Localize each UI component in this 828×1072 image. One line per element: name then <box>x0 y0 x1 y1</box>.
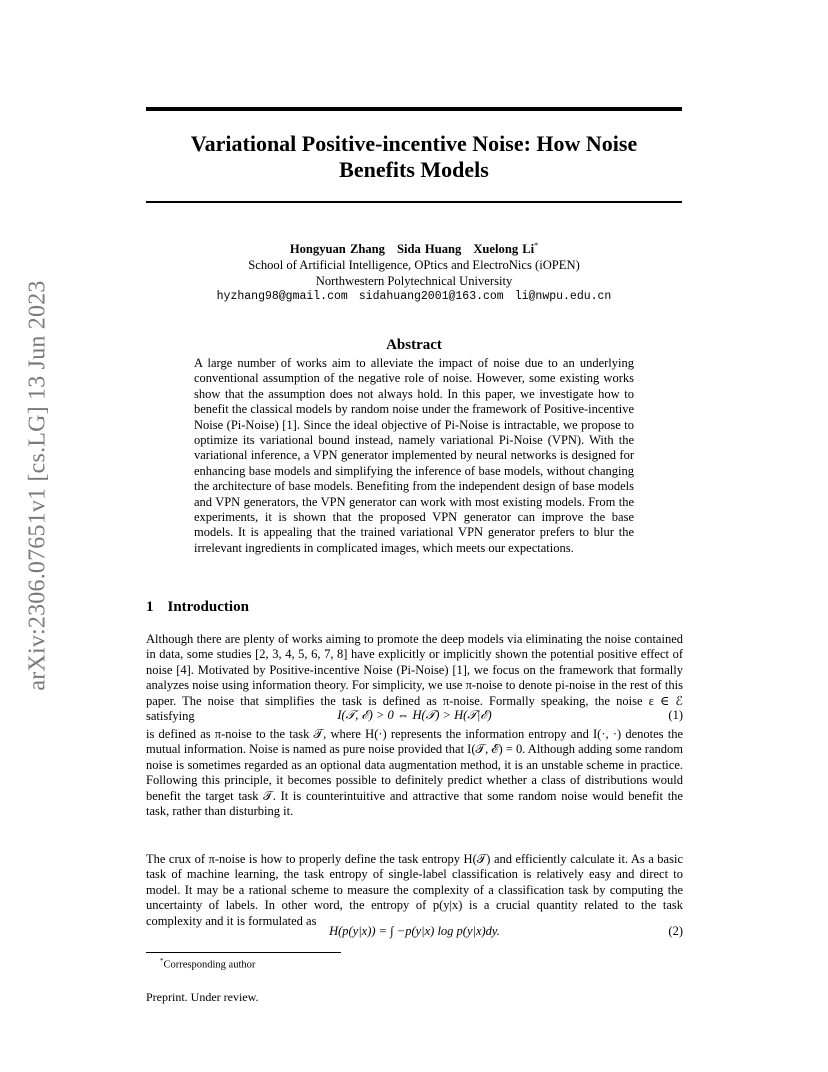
equation-2-number: (2) <box>668 924 683 938</box>
email-1[interactable]: hyzhang98@gmail.com <box>216 290 348 304</box>
email-2[interactable]: sidahuang2001@163.com <box>358 290 504 304</box>
title-rule-bottom <box>146 201 682 203</box>
intro-paragraph-2: is defined as π-noise to the task 𝒯, where H(·) represents the information entropy and I(·, ·) denotes the mutual information. Noise is named as pure noise provided that I(𝒯, ℰ) = 0. Although adding some random noise is sometimes regarded as an optional data augmentation method, it is an unstable scheme in practice. Following this principle, it becomes possible to definitely predict whether a class of distributions would benefit the target task 𝒯. It is counterintuitive and attractive that some random noise would benefit the task, rather than disturbing it. <box>146 727 683 819</box>
paper-title <box>146 131 682 183</box>
author-1: Hongyuan Zhang <box>289 242 385 257</box>
author-block <box>146 238 682 305</box>
affiliation-1: School of Artificial Intelligence, OPtics and ElectroNics (iOPEN) <box>248 258 580 273</box>
arxiv-watermark <box>20 279 56 691</box>
section-title: Introduction <box>167 599 249 615</box>
footnote-rule <box>146 952 341 953</box>
footnote <box>160 957 255 971</box>
footnote-text: Corresponding author <box>163 959 256 971</box>
intro-paragraph-1: Although there are plenty of works aiming to promote the deep models via eliminating the noise contained in data, some studies [2, 3, 4, 5, 6, 7, 8] have explicitly or implicitly shown the potential positive effect of noise [4]. Motivated by Positive-incentive Noise (Pi-Noise) [1], we focus on the framework that formally analyzes noise using information theory. For simplicity, we use π-noise to denote pi-noise in the rest of this paper. The noise that simplifies the task is defined as π-noise. Formally speaking, the noise ε ∈ ℰ satisfying <box>146 632 683 724</box>
footnote-mark: * <box>160 957 164 965</box>
preprint-footer: Preprint. Under review. <box>146 990 259 1004</box>
title-line-1: Variational Positive-incentive Noise: How Noise <box>190 131 638 156</box>
section-heading <box>146 599 249 616</box>
section-number: 1 <box>146 599 154 615</box>
equation-1-number: (1) <box>668 708 683 722</box>
author-2: Sida Huang <box>396 242 462 257</box>
title-rule-top <box>146 107 682 111</box>
affiliation-2: Northwestern Polytechnical University <box>315 274 513 289</box>
email-3[interactable]: li@nwpu.edu.cn <box>514 290 612 304</box>
corresponding-mark: * <box>534 241 539 250</box>
abstract-heading: Abstract <box>386 337 442 353</box>
abstract-text: A large number of works aim to alleviate the impact of noise due to an underlying conventional assumption of the negative role of noise. However, some existing works show that the assumption does not always hold. In this paper, we investigate how to benefit the classical models by random noise under the framework of Positive-incentive Noise (Pi-Noise) [1]. Since the ideal objective of Pi-Noise is intractable, we propose to optimize its variational bound instead, namely variational Pi-Noise (VPN). With the variational inference, a VPN generator implemented by neural networks is designed for enhancing base models and simplifying the inference of base models, without changing the architecture of base models. Benefiting from the independent design of base models and VPN generators, the VPN generator can work with most existing models. From the experiments, it is shown that the proposed VPN generator can improve the base models. It is appealing that the trained variational VPN generator prefers to blur the irrelevant ingredients in complicated images, which meets our expectations. <box>194 356 634 555</box>
intro-paragraph-3: The crux of π-noise is how to properly define the task entropy H(𝒯) and efficiently calculate it. As a basic task of machine learning, the task entropy of single-label classification is relatively easy and direct to model. It may be a rational scheme to measure the complexity of a classification task by computing the uncertainty of labels. In other word, the entropy of p(y|x) is a crucial quantity related to the task complexity and it is formulated as <box>146 852 683 928</box>
author-names <box>146 238 682 257</box>
equation-1-body: I(𝒯, ℰ) > 0 ⇔ H(𝒯) > H(𝒯|ℰ) <box>337 708 492 722</box>
arxiv-id: arXiv:2306.07651v1 [cs.LG] 13 Jun 2023 <box>24 279 51 691</box>
title-line-2: Benefits Models <box>339 157 489 182</box>
author-emails <box>146 289 682 305</box>
author-3: Xuelong Li* <box>473 241 539 257</box>
equation-2-body: H(p(y|x)) = ∫ −p(y|x) log p(y|x)dy. <box>329 924 500 938</box>
